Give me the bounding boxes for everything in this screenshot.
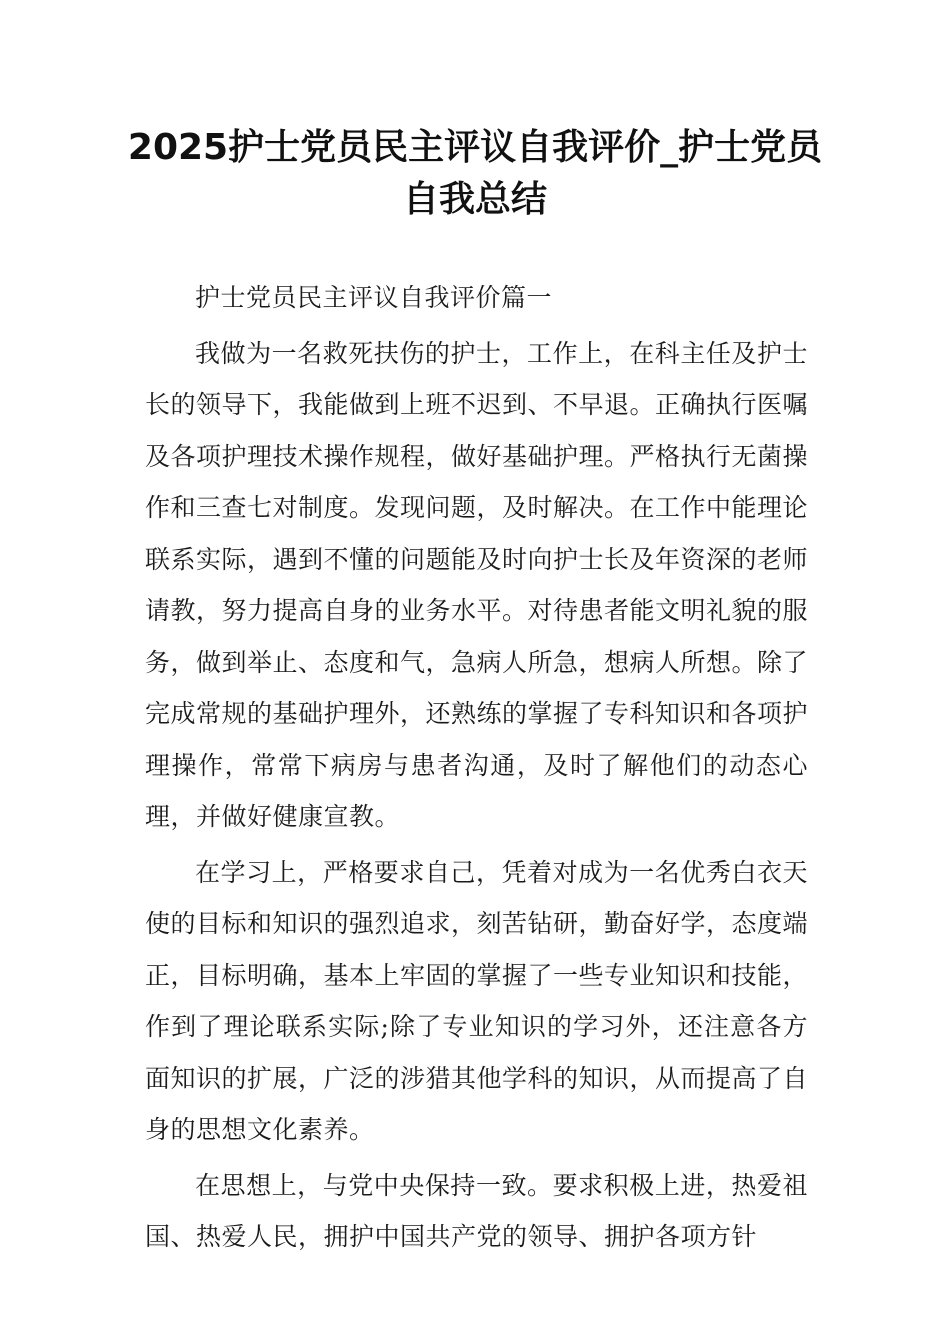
paragraph: 在学习上，严格要求自己，凭着对成为一名优秀白衣天使的目标和知识的强烈追求，刻苦钻研，勤奋好学，态度端正，目标明确，基本上牢固的掌握了一些专业知识和技能，作到了理论联系实际;除了专业知识的学习外，还注意各方面知识的扩展，广泛的涉猎其他学科的知识，从而提高了自身的思想文化素养。	[145, 857, 809, 1144]
paragraph: 我做为一名救死扶伤的护士，工作上，在科主任及护士长的领导下，我能做到上班不迟到、不早退。正确执行医嘱及各项护理技术操作规程，做好基础护理。严格执行无菌操作和三查七对制度。发现问题，及时解决。在工作中能理论联系实际，遇到不懂的问题能及时向护士长及年资深的老师请教，努力提高自身的业务水平。对待患者能文明礼貌的服务，做到举止、态度和气，急病人所急，想病人所想。除了完成常规的基础护理外，还熟练的掌握了专科知识和各项护理操作，常常下病房与患者沟通，及时了解他们的动态心理，并做好健康宣教。	[145, 338, 809, 831]
document-body	[145, 272, 808, 1263]
paragraph: 在思想上，与党中央保持一致。要求积极上进，热爱祖国、热爱人民，拥护中国共产党的领导、拥护各项方针	[145, 1170, 808, 1251]
document-title: 2025护士党员民主评议自我评价_护士党员自我总结	[127, 127, 823, 220]
section-heading: 护士党员民主评议自我评价篇一	[195, 283, 553, 312]
